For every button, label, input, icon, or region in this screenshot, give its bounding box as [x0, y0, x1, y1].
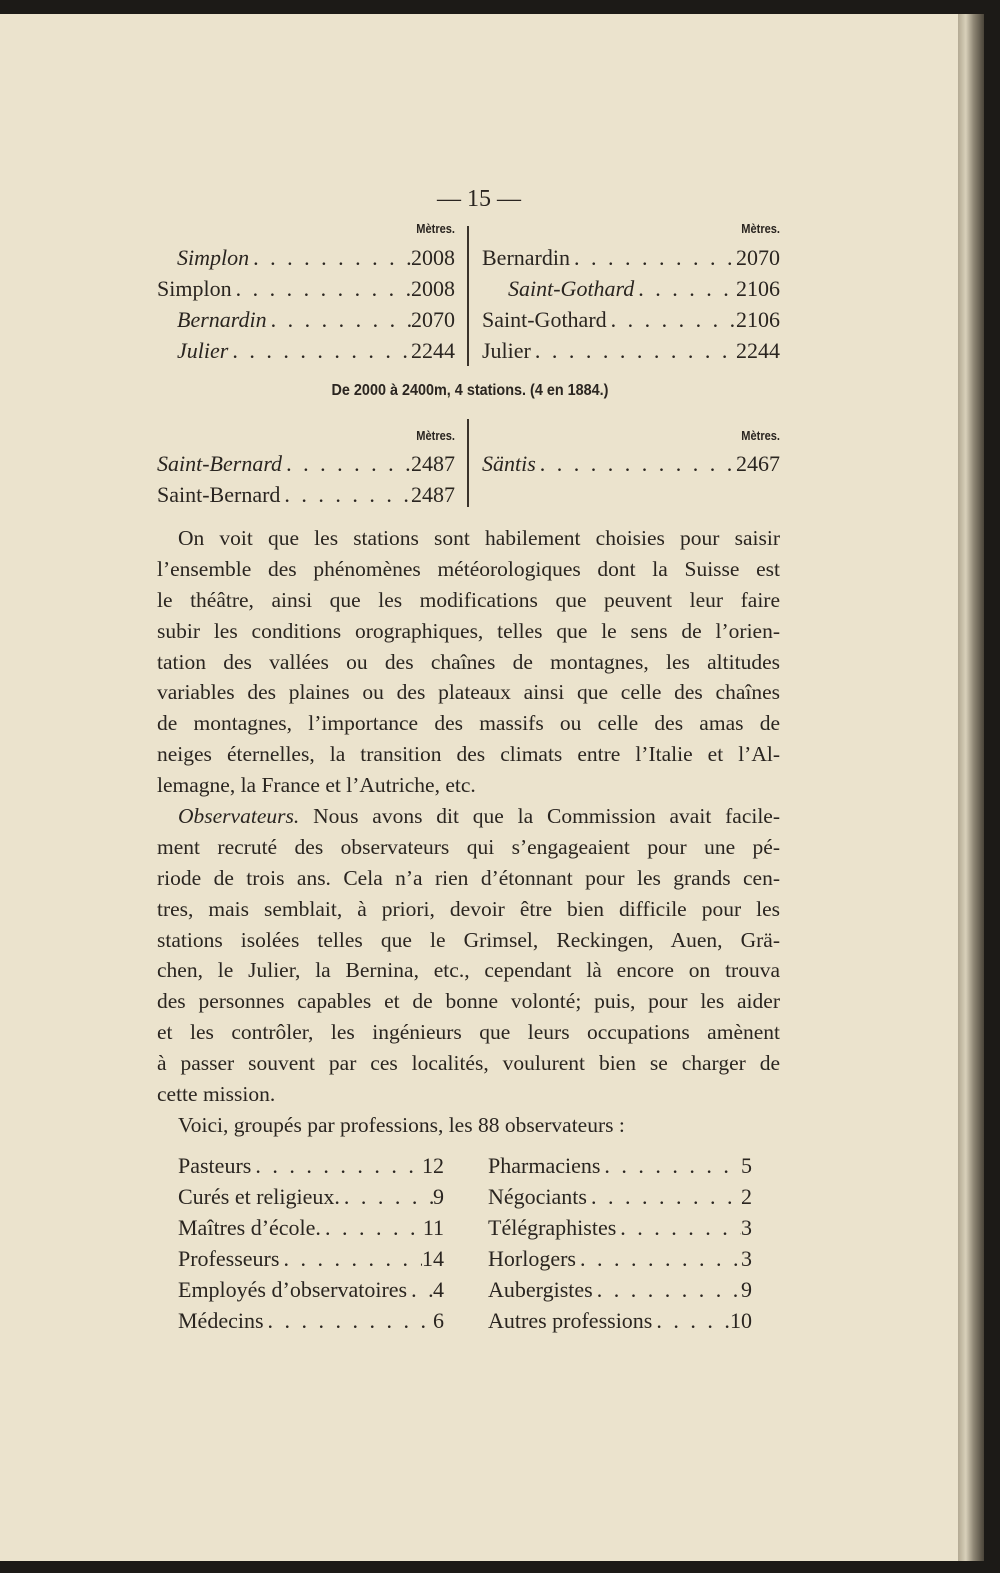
station-name: Télégraphistes [488, 1215, 617, 1240]
table-row [488, 1212, 752, 1243]
station-name: Curés et religieux. [178, 1184, 340, 1209]
station-name: Horlogers [488, 1246, 576, 1271]
table-row [482, 335, 780, 366]
value: 10 [730, 1308, 752, 1333]
page-number: — 15 — [437, 186, 521, 212]
table-row [488, 1243, 752, 1274]
text-line: de montagnes, l’importance des massifs ou celle des amas de [157, 711, 780, 736]
section-heading: Observateurs. [178, 804, 300, 829]
value: 2244 [736, 338, 780, 363]
text-line: stations isolées telles que le Grimsel, Reckingen, Auen, Grä- [157, 927, 780, 952]
station-name: Simplon [157, 276, 232, 301]
text-line: tres, mais semblait, à priori, devoir être bien difficile pour les [157, 896, 780, 921]
text-line: et les contrôler, les ingénieurs que leurs occupations amènent [157, 1020, 780, 1045]
station-name: Bernardin [177, 307, 267, 332]
column-divider [467, 419, 469, 507]
dot-leader [251, 1150, 422, 1181]
unit-header: Mètres. [416, 428, 455, 443]
text-line: chen, le Julier, la Bernina, etc., cependant là encore on trouva [157, 958, 780, 983]
value: 3 [741, 1215, 752, 1240]
table-row [488, 1274, 752, 1305]
professions-list-right [488, 1150, 752, 1336]
table-row [157, 335, 455, 366]
table-row [178, 1305, 444, 1336]
dot-leader [576, 1243, 741, 1274]
dot-leader [570, 242, 736, 273]
text-line: riode de trois ans. Cela n’a rien d’étonnant pour les grands cen- [157, 865, 780, 890]
text-line: à passer souvent par ces localités, voulurent bien se charger de [157, 1051, 780, 1076]
table-row [488, 1181, 752, 1212]
unit-header: Mètres. [741, 221, 780, 236]
value: 2106 [736, 307, 780, 332]
text-line: neiges éternelles, la transition des climats entre l’Italie et l’Al- [157, 742, 780, 767]
value: 9 [433, 1184, 444, 1209]
table-row [178, 1274, 444, 1305]
value: 4 [433, 1277, 444, 1302]
value: 3 [741, 1246, 752, 1271]
value: 2070 [411, 307, 455, 332]
table-row [482, 273, 780, 304]
dot-leader [536, 448, 736, 479]
value: 2008 [411, 276, 455, 301]
column-divider [467, 226, 469, 366]
station-name: Professeurs [178, 1246, 280, 1271]
table-row [157, 304, 455, 335]
station-name: Négociants [488, 1184, 587, 1209]
dot-leader [634, 273, 736, 304]
value: 11 [422, 1215, 444, 1240]
station-name: Employés d’observatoires [178, 1277, 408, 1302]
station-name: Saint-Bernard [157, 451, 283, 476]
station-name: Julier [177, 338, 229, 363]
value: 12 [422, 1153, 444, 1178]
text-line: tation des vallées ou des chaînes de montagnes, les altitudes [157, 649, 780, 674]
page-edge [958, 14, 984, 1561]
table-row [157, 479, 455, 510]
text-line: l’ensemble des phénomènes météorologiques dont la Suisse est [157, 556, 780, 581]
dot-leader [282, 448, 411, 479]
altitude-range-caption: De 2000 à 2400m, 4 stations. (4 en 1884.) [331, 382, 609, 399]
station-name: Médecins [178, 1308, 264, 1333]
book-page [0, 14, 958, 1561]
dot-leader [264, 1305, 433, 1336]
text-line [157, 801, 780, 832]
text-line: des personnes capables et de bonne volonté; puis, pour les aider [157, 989, 780, 1014]
dot-leader [607, 304, 736, 335]
value: 2487 [411, 482, 455, 507]
dot-leader [407, 1274, 433, 1305]
station-name: Säntis [482, 451, 536, 476]
table-row [178, 1150, 444, 1181]
table-row [488, 1150, 752, 1181]
table-row [482, 242, 780, 273]
dot-leader [280, 479, 411, 510]
table-row [488, 1305, 752, 1336]
dot-leader [267, 304, 411, 335]
value: 2106 [736, 276, 780, 301]
value: 2008 [411, 245, 455, 270]
altitude-table-left [157, 448, 455, 510]
professions-list-left [178, 1150, 444, 1336]
table-row [178, 1181, 444, 1212]
body-text [157, 523, 780, 1141]
table-row [157, 273, 455, 304]
text-line: On voit que les stations sont habilement choisies pour saisir [178, 526, 780, 550]
text-line: le théâtre, ainsi que les modifications que peuvent leur faire [157, 587, 780, 612]
station-name: Saint-Gothard [508, 276, 635, 301]
dot-leader [340, 1181, 433, 1212]
value: 2244 [411, 338, 455, 363]
station-name: Julier [482, 338, 531, 363]
dot-leader [616, 1212, 741, 1243]
table-row [178, 1243, 444, 1274]
value: 9 [741, 1277, 752, 1302]
value: 6 [433, 1308, 444, 1333]
dot-leader [600, 1150, 741, 1181]
station-name: Saint-Gothard [482, 307, 607, 332]
table-row [157, 448, 455, 479]
dot-leader [321, 1212, 423, 1243]
station-name: Maîtres d’école. [178, 1215, 321, 1240]
text-line: lemagne, la France et l’Autriche, etc. [157, 773, 476, 798]
station-name: Aubergistes [488, 1277, 593, 1302]
dot-leader [531, 335, 736, 366]
altitude-table-right [482, 448, 780, 479]
station-name: Saint-Bernard [157, 482, 281, 507]
value: 2487 [411, 451, 455, 476]
dot-leader [593, 1274, 741, 1305]
value: 14 [422, 1246, 444, 1271]
text-line: ment recruté des observateurs qui s’engageaient pour une pé- [157, 834, 780, 859]
station-name: Simplon [177, 245, 250, 270]
table-row [157, 242, 455, 273]
table-row [482, 448, 780, 479]
text-line: cette mission. [157, 1082, 276, 1107]
unit-header: Mètres. [741, 428, 780, 443]
station-name: Pasteurs [178, 1153, 252, 1178]
text-line: subir les conditions orographiques, telles que le sens de l’orien- [157, 618, 780, 643]
text-line-content: Nous avons dit que la Commission avait facile- [313, 804, 781, 829]
table-row [482, 304, 780, 335]
value: 2070 [736, 245, 780, 270]
value: 5 [741, 1153, 752, 1178]
altitude-table-right [482, 242, 780, 366]
station-name: Autres professions [488, 1308, 653, 1333]
station-name: Bernardin [482, 245, 570, 270]
value: 2 [741, 1184, 752, 1209]
text-line: variables des plaines ou des plateaux ainsi que celle des chaînes [157, 680, 780, 705]
dot-leader [587, 1181, 741, 1212]
dot-leader [228, 335, 411, 366]
dot-leader [279, 1243, 422, 1274]
altitude-table-left [157, 242, 455, 366]
dot-leader [249, 242, 411, 273]
dot-leader [652, 1305, 730, 1336]
dot-leader [232, 273, 411, 304]
table-row [178, 1212, 444, 1243]
value: 2467 [736, 451, 780, 476]
station-name: Pharmaciens [488, 1153, 601, 1178]
unit-header: Mètres. [416, 221, 455, 236]
text-line: Voici, groupés par professions, les 88 observateurs : [178, 1112, 625, 1137]
